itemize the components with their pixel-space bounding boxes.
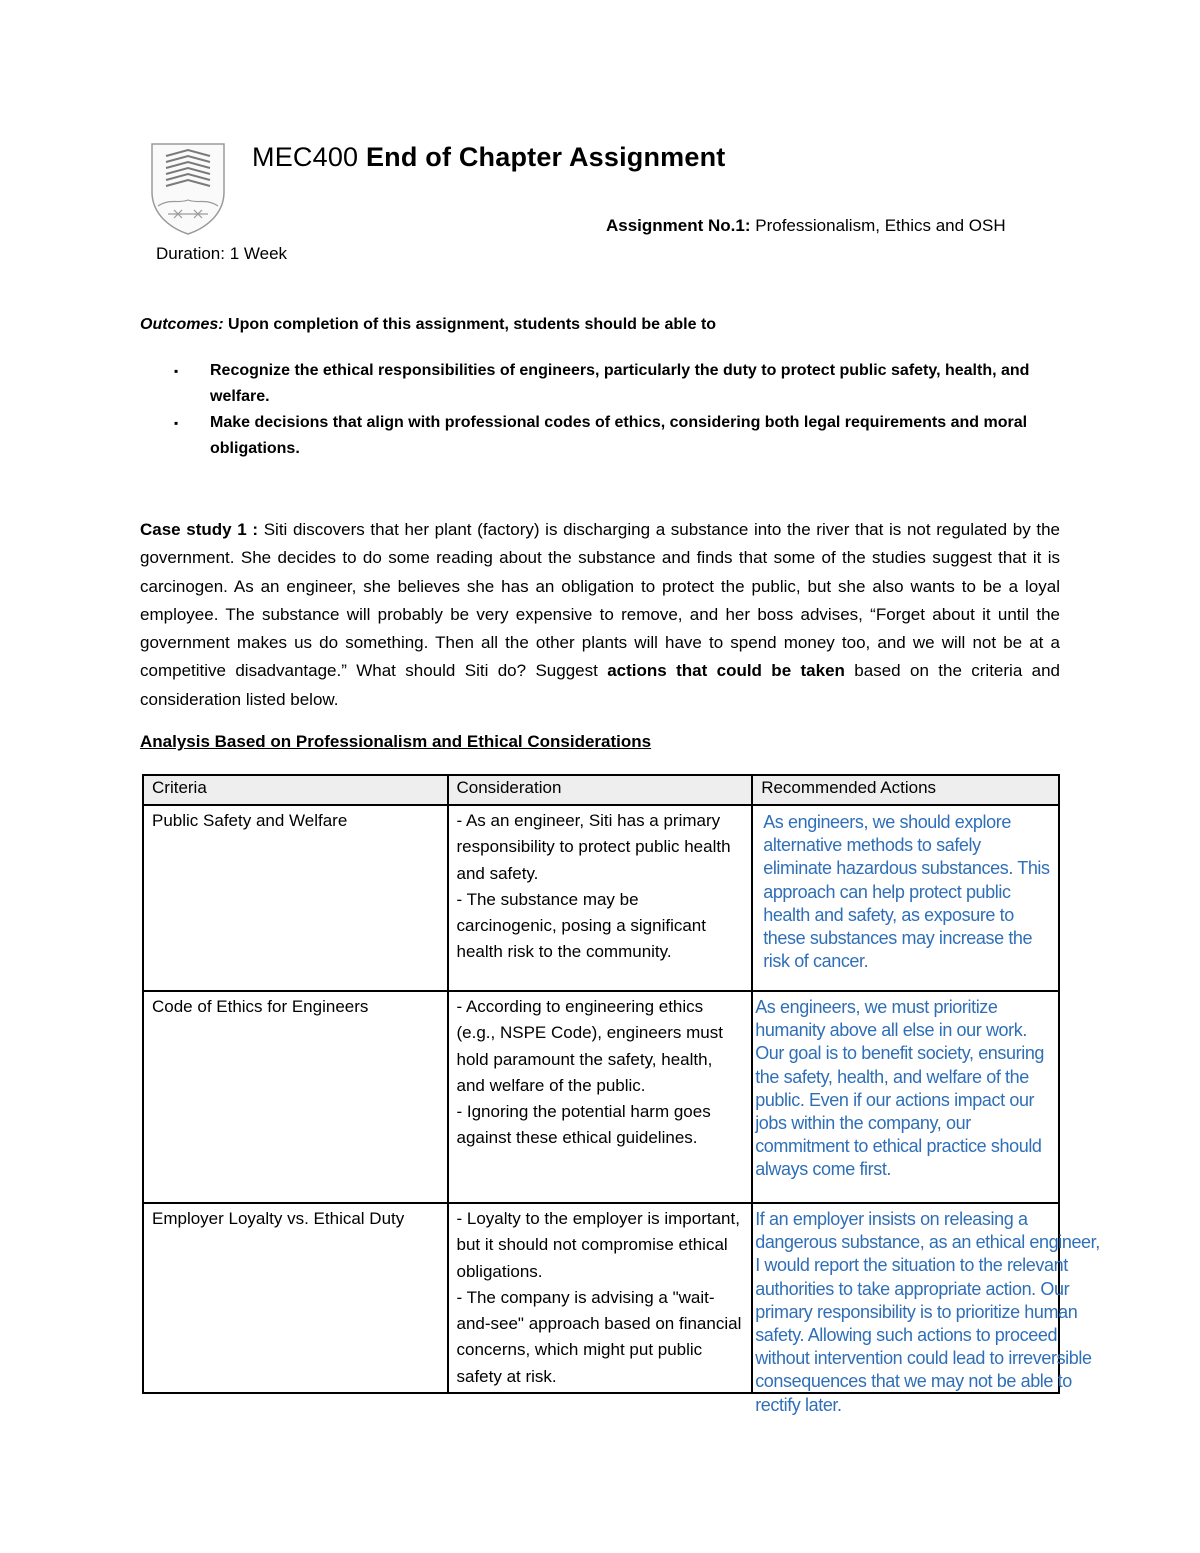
assignment-label: Assignment No.1: <box>606 216 751 235</box>
outcomes-label: Outcomes: <box>140 316 224 333</box>
table-row <box>143 805 1059 991</box>
recommended-action-cell: As engineers, we must prioritize humanity above all else in our work. Our goal is to benefit society, ensuring the safety, health, and welfare of the public. Even if our actions impact our jobs within the company, our commitment to ethical practice should always come first. <box>752 991 1059 1203</box>
table-header-row <box>143 775 1059 805</box>
consideration-cell: - According to engineering ethics (e.g., NSPE Code), engineers must hold paramount the safety, health, and welfare of the public. - Ignoring the potential harm goes against these ethical guidelines. <box>448 991 753 1203</box>
column-header: Consideration <box>448 775 753 805</box>
column-header: Criteria <box>143 775 448 805</box>
outcomes-list <box>174 358 1064 462</box>
duration: Duration: 1 Week <box>156 244 288 263</box>
consideration-cell: - As an engineer, Siti has a primary responsibility to protect public health and safety. - The substance may be carcinogenic, posing a significant health risk to the community. <box>448 805 753 991</box>
criteria-cell: Public Safety and Welfare <box>143 805 448 991</box>
table-row <box>143 1203 1059 1393</box>
page-title: MEC400 End of Chapter Assignment <box>252 142 726 172</box>
criteria-cell: Code of Ethics for Engineers <box>143 991 448 1203</box>
recommended-action-cell: As engineers, we should explore alternative methods to safely eliminate hazardous substances. This approach can help protect public health and safety, as exposure to these substances may increase the risk of cancer. <box>752 805 1059 991</box>
consideration-cell: - Loyalty to the employer is important, but it should not compromise ethical obligations. - The company is advising a "wait-and-see" approach based on financial concerns, which might put public safety at risk. <box>448 1203 753 1393</box>
outcomes-intro-text: Upon completion of this assignment, students should be able to <box>223 316 717 333</box>
analysis-table <box>142 774 1100 1415</box>
column-header: Recommended Actions <box>752 775 1059 805</box>
assignment-value: Professionalism, Ethics and OSH <box>750 216 1006 235</box>
criteria-cell: Employer Loyalty vs. Ethical Duty <box>143 1203 448 1393</box>
case-study-label: Case study 1 : <box>140 520 259 539</box>
bullet-icon: ▪ <box>174 416 179 430</box>
table-row <box>143 991 1059 1203</box>
list-item: ▪ Recognize the ethical responsibilities of engineers, particularly the duty to protect public safety, health, and welfare. <box>174 358 1064 410</box>
outcomes-intro <box>140 316 716 334</box>
assignment-number <box>606 216 1006 236</box>
university-crest-icon <box>148 140 228 236</box>
analysis-heading: Analysis Based on Professionalism and Ethical Considerations <box>140 732 652 751</box>
recommended-action-cell: If an employer insists on releasing a dangerous substance, as an ethical engineer, I would report the situation to the relevant authorities to take appropriate action. Our primary responsibility is to prioritize human safety. Allowing such actions to proceed without intervention could lead to irreversible consequences that we may not be able to rectify later. <box>752 1203 1059 1393</box>
case-study: Case study 1 : Siti discovers that her plant (factory) is discharging a substance into the river that is not regulated by the government. She decides to do some reading about the substance and finds that some of the studies suggest that it is carcinogen. As an engineer, she believes she has an obligation to protect the public, but she also wants to be a loyal employee. The substance will probably be very expensive to remove, and her boss advises, “Forget about it until the government makes us do something. Then all the other plants will have to spend money too, and we will not be at a competitive disadvantage.” What should Siti do? Suggest actions that could be taken based on the criteria and consideration listed below. <box>140 520 1061 709</box>
bullet-icon: ▪ <box>174 364 179 378</box>
list-item: ▪ Make decisions that align with professional codes of ethics, considering both legal requirements and moral obligations. <box>174 410 1064 462</box>
